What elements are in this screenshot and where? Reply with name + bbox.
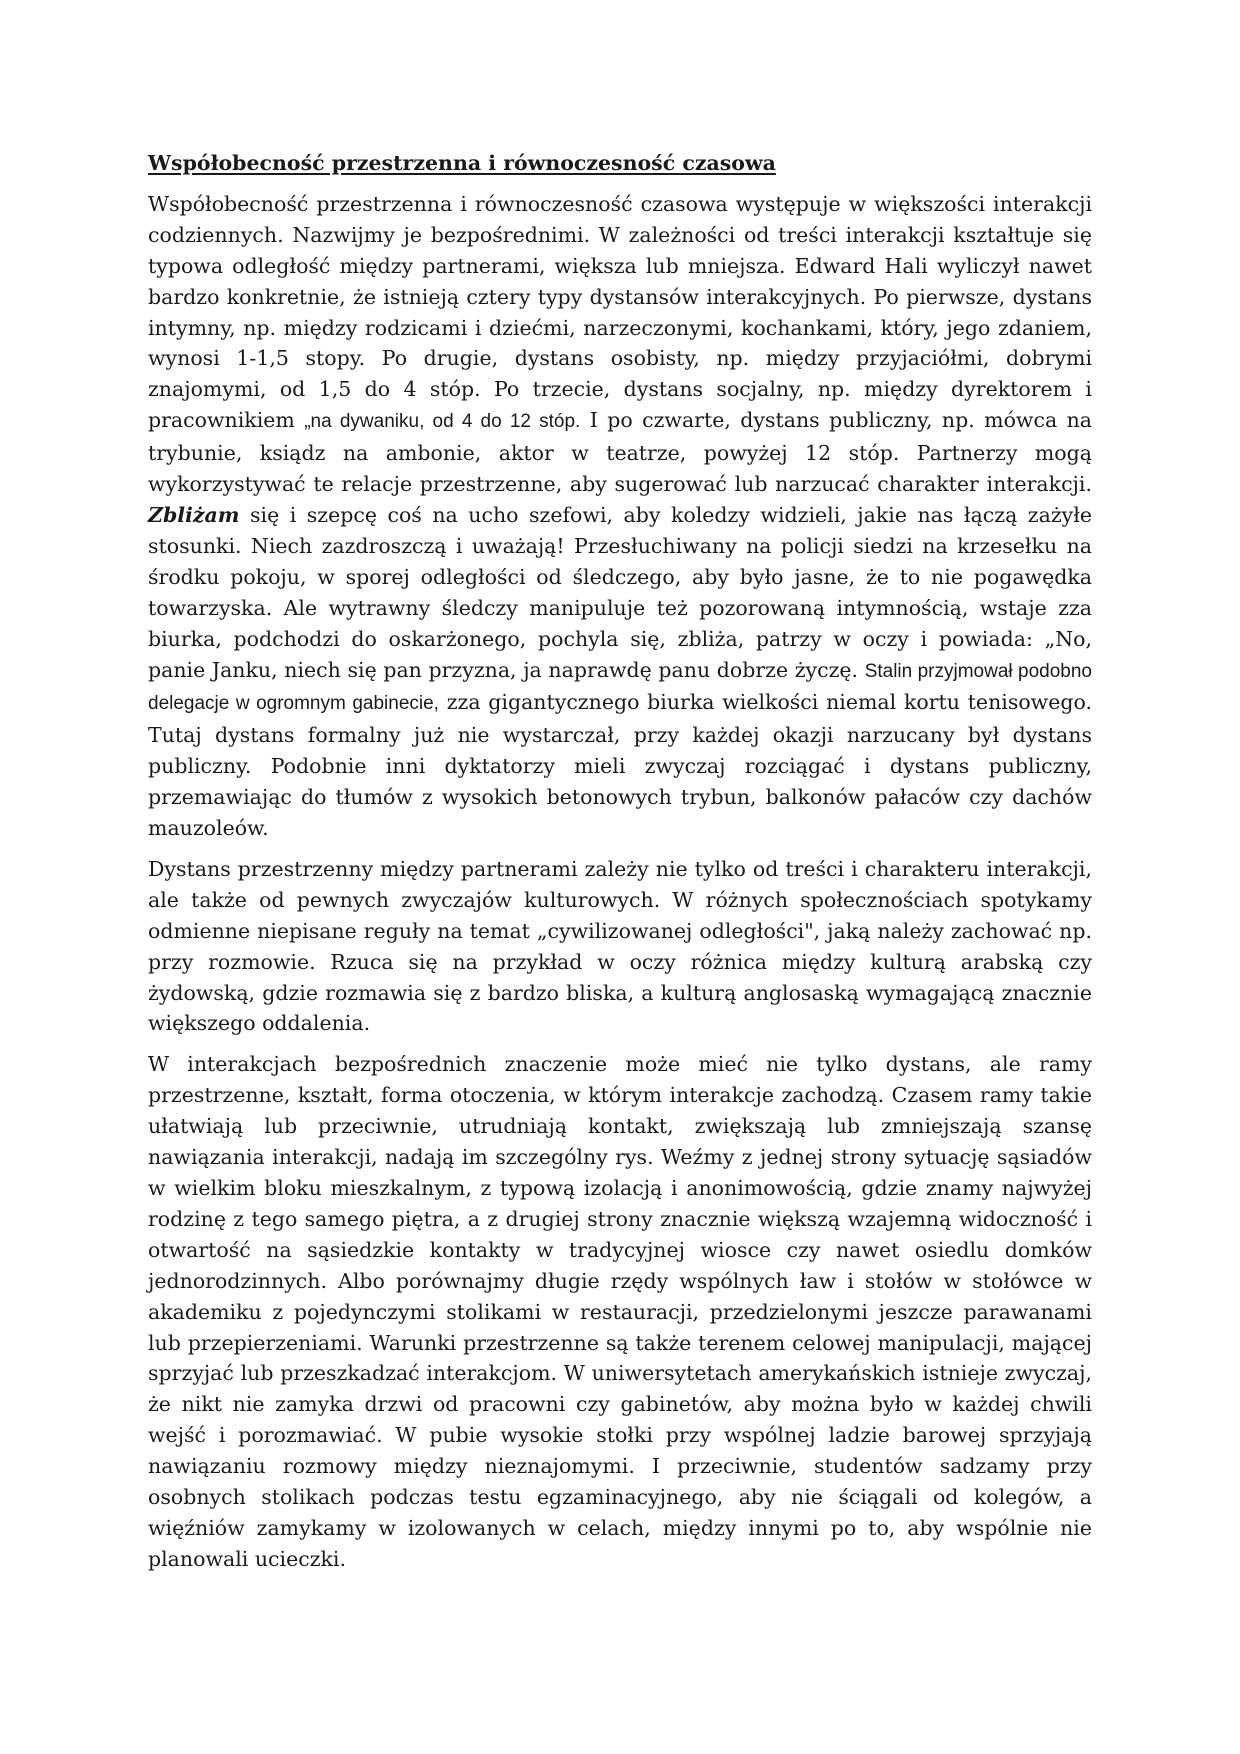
document-title: Współobecność przestrzenna i równoczesność czasowa	[148, 151, 776, 175]
paragraph-1-text-d: zza gigantycznego biurka wielkości niemal kortu tenisowego. Tutaj dystans formalny już nie wystarczał, przy każdej okazji narzucany był dystans publiczny. Podobnie inni dyktatorzy mieli zwyczaj rozciągać i dystans publiczny, przemawiając do tłumów z wysokich betonowych trybun, balkonów pałaców czy dachów mauzoleów.	[148, 690, 1092, 841]
paragraph-1-text-b: I po czwarte, dystans publiczny, np. mówca na trybunie, ksiądz na ambonie, aktor w teatrze, powyżej 12 stóp. Partnerzy mogą wykorzystywać te relacje przestrzenne, aby sugerować lub narzucać charakter interakcji.	[148, 408, 1092, 497]
paragraph-3: W interakcjach bezpośrednich znaczenie może mieć nie tylko dystans, ale ramy przestrzenne, kształt, forma otoczenia, w którym interakcje zachodzą. Czasem ramy takie ułatwiają lub przeciwnie, utrudniają kontakt, zwiększają lub zmniejszają szansę nawiązania interakcji, nadają im szczególny rys. Weźmy z jednej strony sytuację sąsiadów w wielkim bloku mieszkalnym, z typową izolacją i anonimowością, gdzie znamy najwyżej rodzinę z tego samego piętra, a z drugiej strony znacznie większą wzajemną widoczność i otwartość na sąsiedzkie kontakty w tradycyjnej wiosce czy nawet osiedlu domków jednorodzinnych. Albo porównajmy długie rzędy wspólnych ław i stołów w stołówce w akademiku z pojedynczymi stolikami w restauracji, przedzielonymi jeszcze parawanami lub przepierzeniami. Warunki przestrzenne są także terenem celowej manipulacji, mającej sprzyjać lub przeszkadzać interakcjom. W uniwersytetach amerykańskich istnieje zwyczaj, że nikt nie zamyka drzwi od pracowni czy gabinetów, aby można było w każdej chwili wejść i porozmawiać. W pubie wysokie stołki przy wspólnej ladzie barowej sprzyjają nawiązaniu rozmowy między nieznajomymi. I przeciwnie, studentów sadzamy przy osobnych stolikach podczas testu egzaminacyjnego, aby nie ściągali od kolegów, a więźniów zamykamy w izolowanych w celach, między innymi po to, aby wspólnie nie planowali ucieczki.	[148, 1052, 1092, 1571]
paragraph-1-sans-fragment-a: „na dywaniku, od 4 do 12 stóp.	[304, 411, 581, 433]
paragraph-2: Dystans przestrzenny między partnerami zależy nie tylko od treści i charakteru interakcji, ale także od pewnych zwyczajów kulturowych. W różnych społecznościach spotykamy odmienne niepisane reguły na temat „cywilizowanej odległości", jaką należy zachować np. przy rozmowie. Rzuca się na przykład w oczy różnica między kulturą arabską czy żydowską, gdzie rozmawia się z bardzo bliska, a kulturą anglosaską wymagającą znacznie większego oddalenia.	[148, 856, 1092, 1036]
paragraph-1-text-c: się i szepcę coś na ucho szefowi, aby koledzy widzieli, jakie nas łączą zażyłe stosunki. Niech zazdroszczą i uważają! Przesłuchiwany na policji siedzi na krzesełku na środku pokoju, w sporej odległości od śledczego, aby było jasne, że to nie pogawędka towarzyska. Ale wytrawny śledczy manipuluje też pozorowaną intymnością, wstaje zza biurka, podchodzi do oskarżonego, pochyla się, zbliża, patrzy w oczy i powiada: „No, panie Janku, niech się pan przyzna, ja naprawdę panu dobrze życzę.	[148, 502, 1092, 682]
paragraph-1-sans-fragment-b: Stalin przyjmował podobno delegacje w ogromnym gabinecie,	[148, 660, 1092, 715]
paragraph-1-emphasis: Zbliżam	[148, 502, 240, 527]
document-body	[148, 148, 1092, 1585]
paragraph-1-text-a: Współobecność przestrzenna i równoczesność czasowa występuje w większości interakcji codziennych. Nazwijmy je bezpośrednimi. W zależności od treści interakcji kształtuje się typowa odległość między partnerami, większa lub mniejsza. Edward Hali wyliczył nawet bardzo konkretnie, że istnieją cztery typy dystansów interakcyjnych. Po pierwsze, dystans intymny, np. między rodzicami i dziećmi, narzeczonymi, kochankami, który, jego zdaniem, wynosi 1-1,5 stopy. Po drugie, dystans osobisty, np. między przyjaciółmi, dobrymi znajomymi, od 1,5 do 4 stóp. Po trzecie, dystans socjalny, np. między dyrektorem i pracownikiem	[148, 191, 1092, 433]
paragraph-1	[148, 189, 1092, 844]
